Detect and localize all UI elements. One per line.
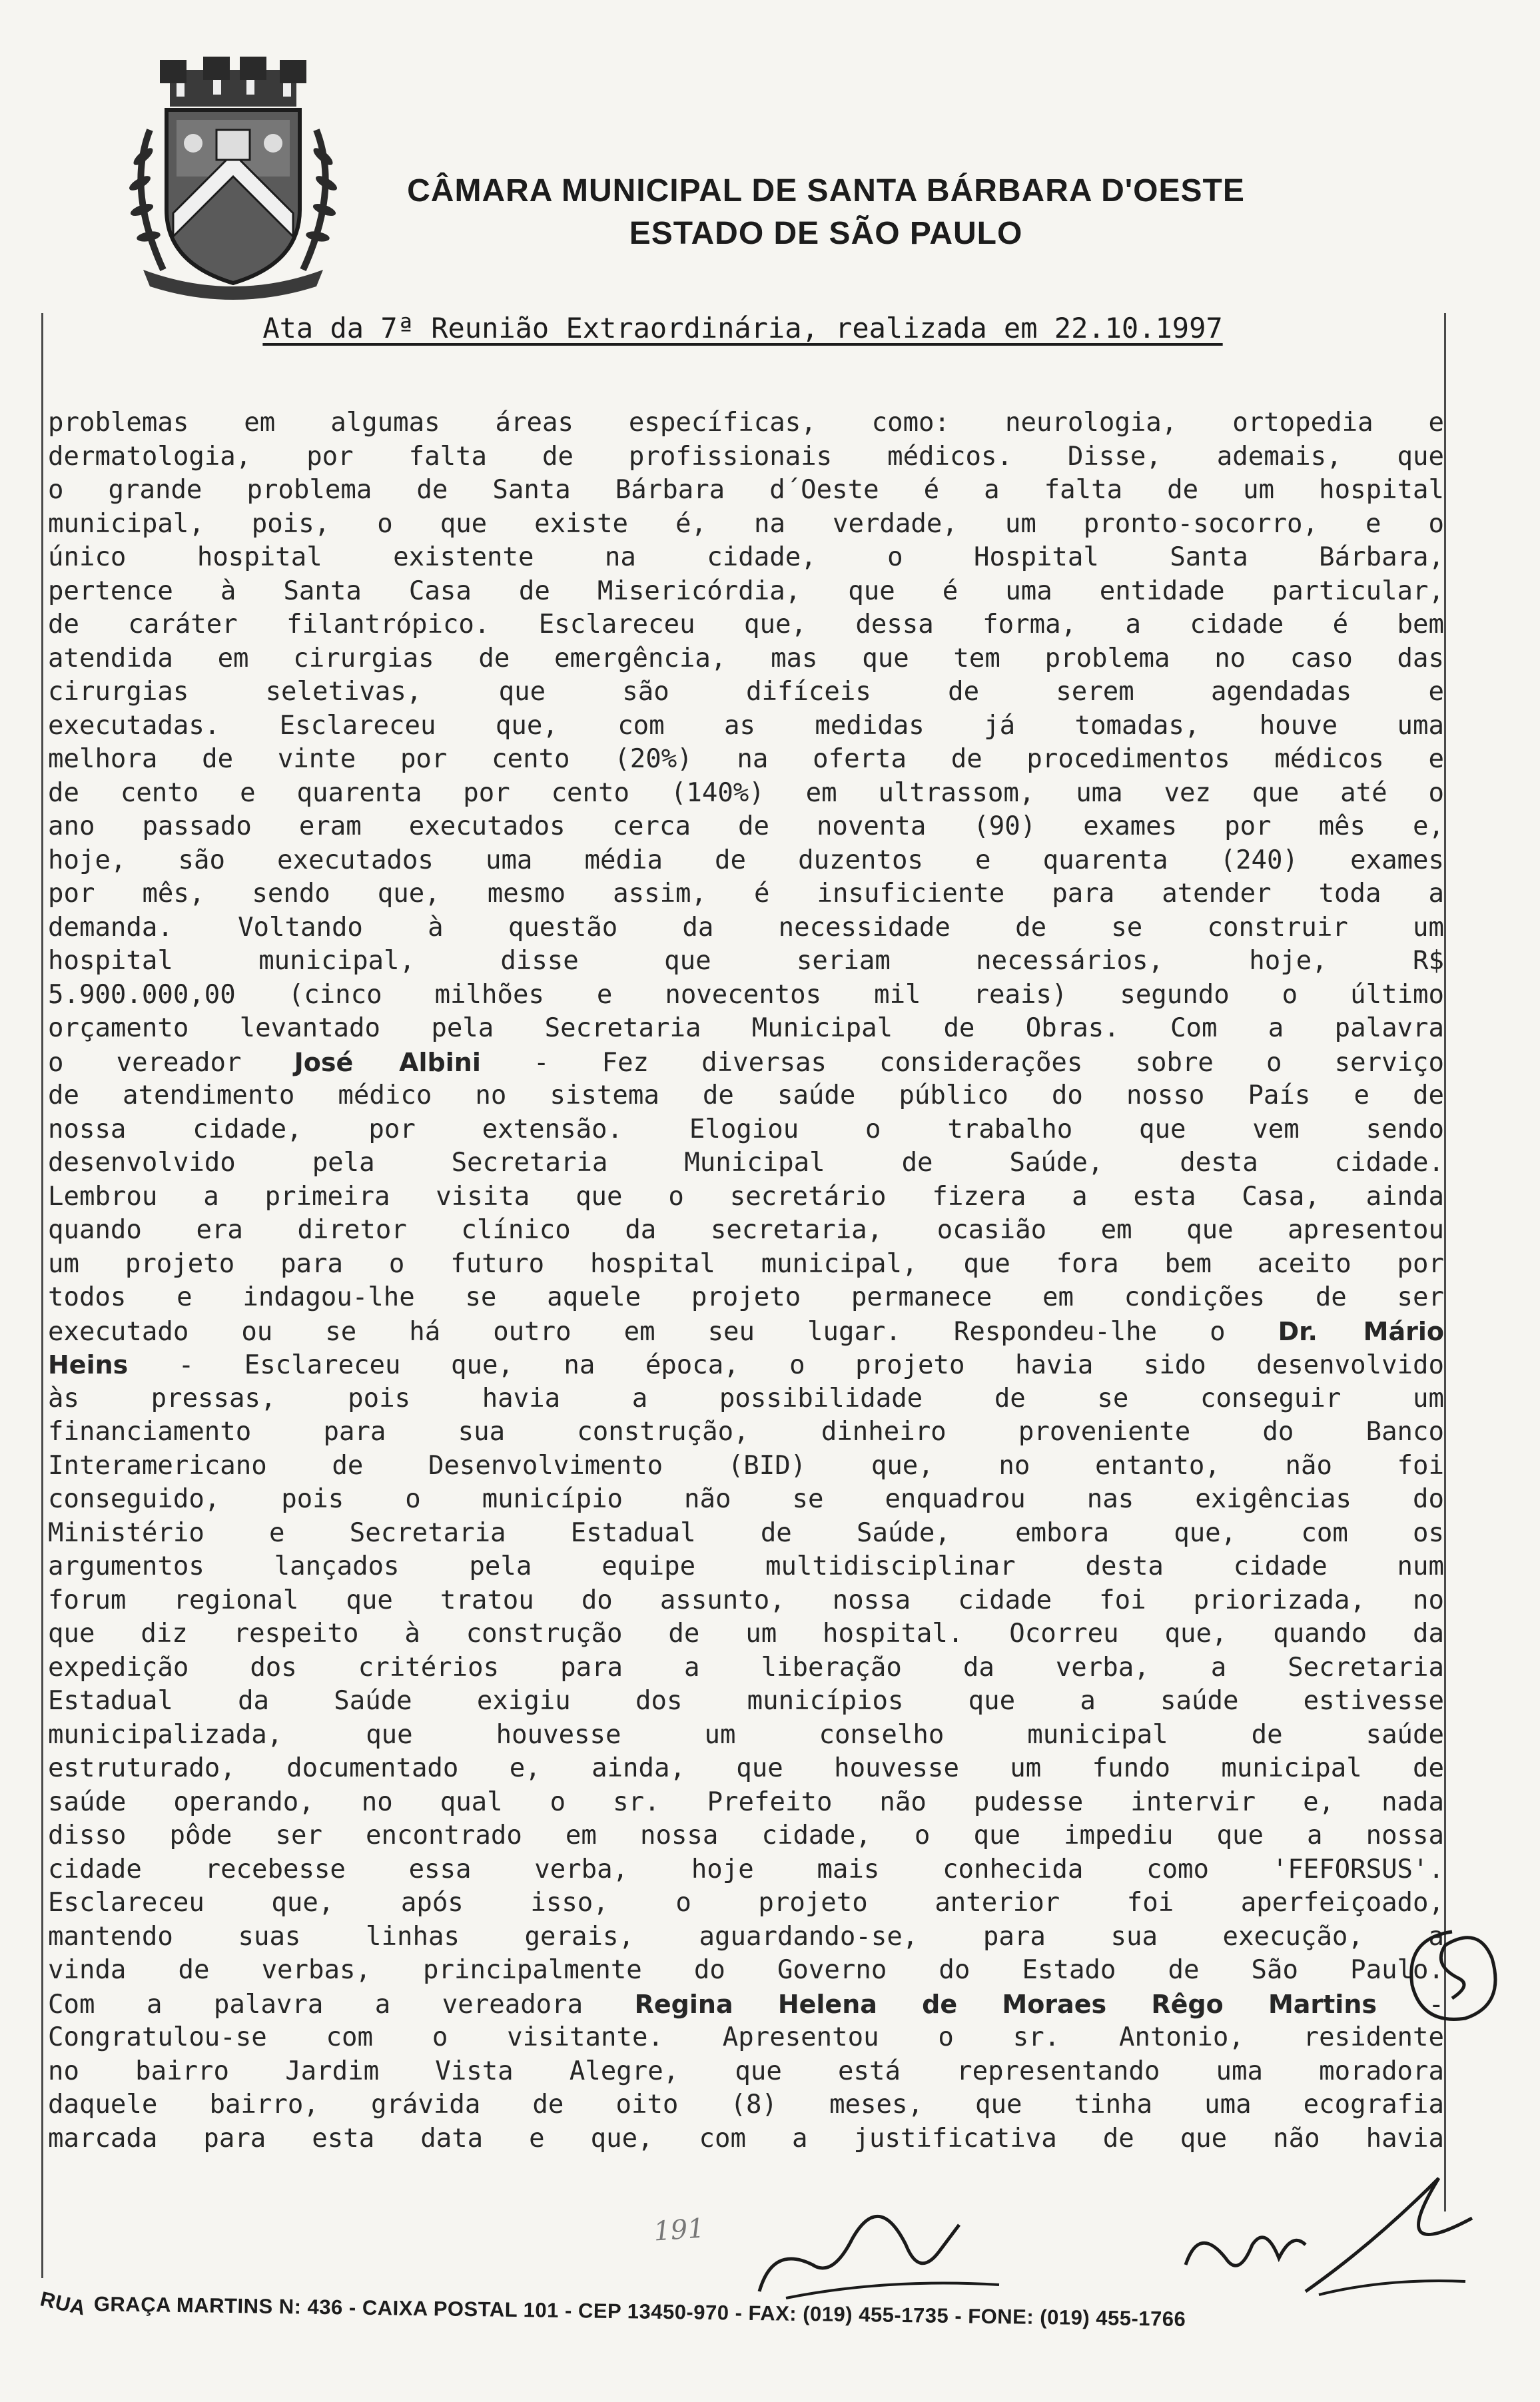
body-line: mantendo suas linhas gerais, aguardando-se, para sua execução, a [48, 1921, 1444, 1952]
body-line: hoje, são executados uma média de duzentos e quarenta (240) exames [48, 845, 1444, 875]
body-line: argumentos lançados pela equipe multidisciplinar desta cidade num [48, 1551, 1444, 1581]
body-line: disso pôde ser encontrado em nossa cidade, o que impediu que a nossa [48, 1820, 1444, 1850]
body-line-heins: Heins - Esclareceu que, na época, o projeto havia sido desenvolvido [48, 1350, 1444, 1380]
body-line: um projeto para o futuro hospital municipal, que fora bem aceito por [48, 1248, 1444, 1279]
body-line: único hospital existente na cidade, o Hospital Santa Bárbara, [48, 542, 1444, 572]
body-line: todos e indagou-lhe se aquele projeto permanece em condições de ser [48, 1282, 1444, 1312]
header-line-2: ESTADO DE SÃO PAULO [629, 216, 1023, 251]
body-line-regina: Com a palavra a vereadora Regina Helena de Moraes Rêgo Martins - [48, 1989, 1444, 2020]
body-line-mario: executado ou se há outro em seu lugar. Respondeu-lhe o Dr. Mário [48, 1316, 1445, 1347]
body-line: ano passado eram executados cerca de noventa (90) exames por mês e, [48, 811, 1444, 841]
body-line: pertence à Santa Casa de Misericórdia, que é uma entidade particular, [48, 576, 1444, 606]
body-line: estruturado, documentado e, ainda, que houvesse um fundo municipal de [48, 1753, 1444, 1783]
speaker-name-jose-albini: José Albini [294, 1047, 481, 1077]
body-line: cidade recebesse essa verba, hoje mais conhecida como 'FEFORSUS'. [48, 1854, 1444, 1884]
body-line: de atendimento médico no sistema de saúde público do nosso País e de [48, 1080, 1444, 1110]
body-line: vinda de verbas, principalmente do Governo do Estado de São Paulo. [48, 1955, 1444, 1985]
ata-title: Ata da 7ª Reunião Extraordinária, realizada em 22.10.1997 [262, 312, 1223, 344]
body-line: desenvolvido pela Secretaria Municipal de Saúde, desta cidade. [48, 1148, 1444, 1178]
body-line: que diz respeito à construção de um hospital. Ocorreu que, quando da [48, 1619, 1444, 1649]
body-line: dermatologia, por falta de profissionais médicos. Disse, ademais, que [48, 441, 1444, 472]
body-line: demanda. Voltando à questão da necessidade de se construir um [48, 912, 1444, 943]
body-line: forum regional que tratou do assunto, nossa cidade foi priorizada, no [48, 1585, 1444, 1615]
body-line: Congratulou-se com o visitante. Apresentou o sr. Antonio, residente [48, 2022, 1444, 2052]
speaker-name-mario-2: Heins [48, 1350, 129, 1380]
body-line: no bairro Jardim Vista Alegre, que está representando uma moradora [48, 2056, 1444, 2086]
body-line: saúde operando, no qual o sr. Prefeito não pudesse intervir e, nada [48, 1787, 1444, 1817]
body-line: cirurgias seletivas, que são difíceis de serem agendadas e [48, 677, 1444, 707]
body-line: municipal, pois, o que existe é, na verdade, um pronto-socorro, e o [48, 508, 1444, 539]
page-number: 191 [652, 2213, 706, 2247]
body-line: 5.900.000,00 (cinco milhões e novecentos mil reais) segundo o último [48, 979, 1444, 1010]
body-line: Esclareceu que, após isso, o projeto anterior foi aperfeiçoado, [48, 1888, 1444, 1918]
header-line-1: CÂMARA MUNICIPAL DE SANTA BÁRBARA D'OESTE [407, 173, 1245, 208]
body-line: financiamento para sua construção, dinheiro proveniente do Banco [48, 1417, 1444, 1447]
body-line: de cento e quarenta por cento (140%) em ultrassom, uma vez que até o [48, 777, 1444, 808]
body-line: daquele bairro, grávida de oito (8) meses, que tinha uma ecografia [48, 2090, 1444, 2120]
footer-address-text: GRAÇA MARTINS N: 436 - CAIXA POSTAL 101 - CEP 13450-970 - FAX: (019) 455-1735 - FONE: (019) 455-1766 [93, 2292, 1186, 2331]
body-line: quando era diretor clínico da secretaria, ocasião em que apresentou [48, 1215, 1444, 1245]
speaker-name-regina: Regina Helena de Moraes Rêgo Martins [634, 1989, 1377, 2019]
body-line: municipalizada, que houvesse um conselho municipal de saúde [48, 1719, 1444, 1750]
municipal-coat-of-arms-icon [123, 57, 343, 303]
body-line: conseguido, pois o município não se enquadrou nas exigências do [48, 1484, 1444, 1514]
body-line: executadas. Esclareceu que, com as medidas já tomadas, houve uma [48, 710, 1444, 741]
body-line: Interamericano de Desenvolvimento (BID) que, no entanto, não foi [48, 1450, 1444, 1481]
minutes-body [48, 406, 1444, 2156]
body-line: Lembrou a primeira visita que o secretário fizera a esta Casa, ainda [48, 1181, 1444, 1212]
body-line: expedição dos critérios para a liberação da verba, a Secretaria [48, 1652, 1444, 1683]
body-line: problemas em algumas áreas específicas, como: neurologia, ortopedia e [48, 408, 1444, 438]
left-margin-rule [41, 313, 43, 2278]
body-line: o grande problema de Santa Bárbara d´Oeste é a falta de um hospital [48, 475, 1444, 505]
body-line: nossa cidade, por extensão. Elogiou o trabalho que vem sendo [48, 1114, 1444, 1144]
body-line-jose-albini: o vereador José Albini - Fez diversas considerações sobre o serviço [48, 1047, 1445, 1078]
body-line: hospital municipal, disse que seriam necessários, hoje, R$ [48, 946, 1444, 976]
body-line: orçamento levantado pela Secretaria Municipal de Obras. Com a palavra [48, 1013, 1444, 1043]
body-line: Ministério e Secretaria Estadual de Saúde, embora que, com os [48, 1517, 1444, 1548]
handwritten-initial-icon [1392, 1912, 1512, 2045]
body-line: por mês, sendo que, mesmo assim, é insuficiente para atender toda a [48, 879, 1444, 909]
speaker-name-mario-1: Dr. Mário [1278, 1316, 1445, 1346]
signatures-icon [719, 2165, 1485, 2311]
body-line: às pressas, pois havia a possibilidade de se conseguir um [48, 1383, 1444, 1413]
body-line: de caráter filantrópico. Esclareceu que, dessa forma, a cidade é bem [48, 609, 1444, 639]
body-line: Estadual da Saúde exigiu dos municípios que a saúde estivesse [48, 1686, 1444, 1716]
body-line: melhora de vinte por cento (20%) na oferta de procedimentos médicos e [48, 744, 1444, 774]
body-line: marcada para esta data e que, com a justificativa de que não havia [48, 2123, 1444, 2154]
footer-rua: RUA [38, 2287, 88, 2320]
body-line: atendida em cirurgias de emergência, mas que tem problema no caso das [48, 643, 1444, 673]
header-title [373, 170, 1279, 255]
